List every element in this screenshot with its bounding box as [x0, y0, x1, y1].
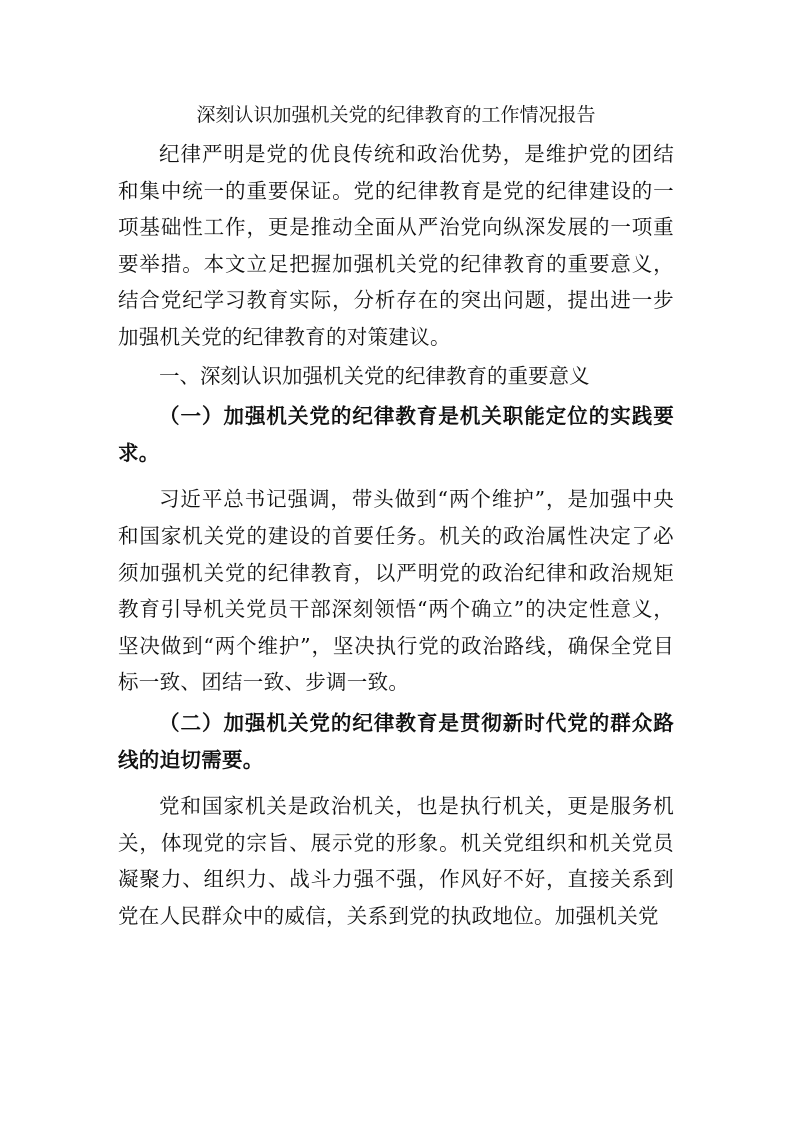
subsection-heading-2: （二）加强机关党的纪律教育是贯彻新时代党的群众路线的迫切需要。 [118, 710, 674, 772]
subsection-body-2: 党和国家机关是政治机关，也是执行机关，更是服务机关，体现党的宗旨、展示党的形象。机关党组织和机关党员凝聚力、组织力、战斗力强不强，作风好不好，直接关系到党在人民群众中的威信，关系到党的执政地位。加强机关党 [118, 794, 674, 928]
document-title: 深刻认识加强机关党的纪律教育的工作情况报告 [196, 104, 596, 126]
section-heading-1: 一、深刻认识加强机关党的纪律教育的重要意义 [159, 363, 590, 388]
subsection-heading-1: （一）加强机关党的纪律教育是机关职能定位的实践要求。 [118, 404, 674, 465]
intro-paragraph: 纪律严明是党的优良传统和政治优势，是维护党的团结和集中统一的重要保证。党的纪律教育是党的纪律建设的一项基础性工作，更是推动全面从严治党向纵深发展的一项重要举措。本文立足把握加强机关党的纪律教育的重要意义，结合党纪学习教育实际，分析存在的突出问题，提出进一步加强机关党的纪律教育的对策建议。 [118, 142, 674, 349]
document-body [118, 100, 674, 934]
subsection-body-1: 习近平总书记强调，带头做到“两个维护”，是加强中央和国家机关党的建设的首要任务。机关的政治属性决定了必须加强机关党的纪律教育，以严明党的政治纪律和政治规矩教育引导机关党员干部深刻领悟“两个确立”的决定性意义，坚决做到“两个维护”，坚决执行党的政治路线，确保全党目标一致、团结一致、步调一致。 [118, 487, 674, 695]
